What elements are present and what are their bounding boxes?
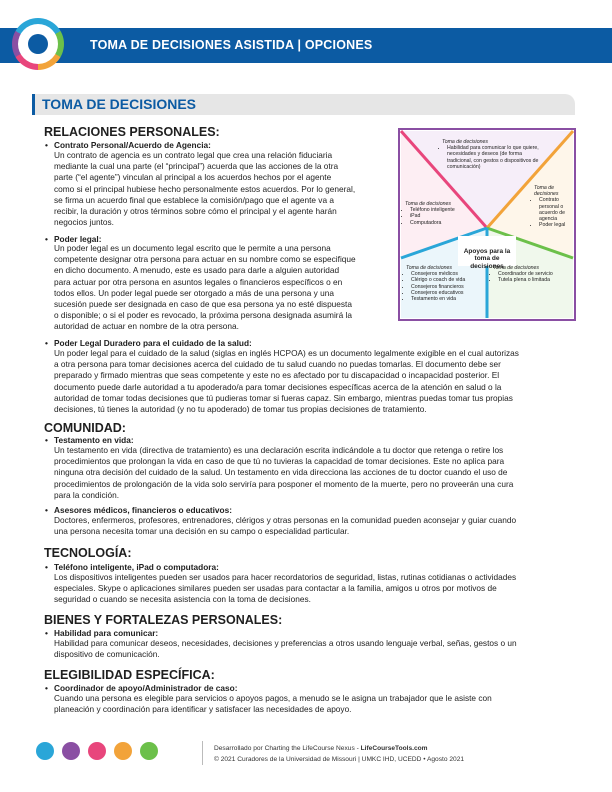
diagram-right-label — [534, 185, 574, 228]
body-line: Doctores, enfermeros, profesores, entrenadores, clérigos y otras personas en la comunidad pueden aconsejar y guiar cuando — [54, 515, 517, 525]
body-line: negocios juntos. — [54, 217, 114, 228]
body-line: Un poder legal es un documento legal escrito que le permite a una persona — [54, 243, 331, 253]
lifecourse-logo — [12, 18, 64, 70]
diagram-bottom-left-heading: Toma de decisiones — [406, 265, 452, 271]
diagram-bottom-left-item: • Consejeros médicos — [411, 271, 484, 277]
footer-copyright: © 2021 Curadores de la Universidad de Missouri | UMKC IHD, UCEDD • Agosto 2021 — [214, 756, 465, 763]
item-body-telefono — [54, 572, 516, 606]
healthy-living-icon — [88, 742, 106, 760]
logo-core — [28, 34, 48, 54]
body-line: decisiones, tú tienes la autoridad (y no tu apoderado) de tomar tus propias decisiones de tratamiento. — [54, 404, 427, 415]
body-line: a otra persona para tomar decisiones acerca del cuidado de tu salud cuando no puedas tomarlas. El documento debe ser — [54, 359, 501, 370]
body-line: como si el principal hubiese hecho personalmente estos acuerdos. Por lo general, — [54, 183, 356, 194]
item-title-testamento: • Testamento en vida: — [54, 435, 134, 445]
diagram-right-heading: Toma de decisiones — [534, 185, 559, 198]
body-line: documento puede darle autoridad a tu apoderado/a para tomar decisiones específicas acerca de la atención en salud o la — [54, 381, 502, 392]
diagram-left-list — [405, 207, 459, 226]
footer-divider — [202, 741, 203, 765]
body-line: recibir, la duración y otros términos sobre cómo el principal y el agente harán — [54, 206, 337, 217]
body-line: todos ellos. Un poder legal puede ser otorgado a más de una persona y una — [54, 287, 334, 298]
body-line: procedimientos que prolongan la vida en caso de que tú no tuvieras la capacidad de tomar decisiones. Este no aplica para — [54, 456, 505, 467]
item-body-asesores — [54, 515, 516, 537]
diagram-left-label — [405, 201, 459, 226]
body-line: se firma un acuerdo final que establece la comisión/pago que el agente va a — [54, 194, 334, 205]
community-living-icon — [62, 742, 80, 760]
body-line: Cuando una persona es elegible para servicios o apoyos pagos, a menudo se le asigna un trabajador que le asiste con — [54, 693, 492, 703]
body-line: Un poder legal para el cuidado de la salud (siglas en inglés HCPOA) es un documento legalmente exigible en el cual autorizas — [54, 348, 519, 358]
heading-elegibilidad: ELEGIBILIDAD ESPECÍFICA: — [44, 668, 215, 682]
section-title-bar — [32, 94, 575, 115]
diagram-right-item: • Contrato personal o acuerdo de agencia — [539, 197, 574, 222]
footer-link[interactable]: LifeCourseTools.com — [360, 745, 428, 752]
section-accent — [32, 94, 35, 115]
footer-credit — [214, 745, 428, 752]
diagram-left-item: • Teléfono inteligente — [410, 207, 459, 213]
body-line: especiales. Skype o aplicaciones similares pueden ser usadas para contactar a la familia, amigos u otros por motivos de — [54, 583, 497, 594]
item-body-coordinador — [54, 693, 492, 715]
diagram-top-label — [442, 139, 542, 170]
body-line: parte (“el agente”) vinculan al principal a los acuerdos hechos por el agente — [54, 172, 332, 183]
diagram-top-item: • Habilidad para comunicar lo que quiere, necesidades y deseos (de forma tradicional, con gestos o dispositivos de comunicación) — [447, 145, 542, 170]
heading-bienes: BIENES Y FORTALEZAS PERSONALES: — [44, 613, 283, 627]
body-line: Un contrato de agencia es un contrato legal que crea una relación fiduciaria — [54, 150, 333, 160]
diagram-right-item: • Poder legal — [539, 222, 574, 228]
social-spirituality-icon — [140, 742, 158, 760]
body-line: o disponible; o si el poder es revocado, la próxima persona designada asumirá la — [54, 310, 352, 321]
item-title-telefono: • Teléfono inteligente, iPad o computadora: — [54, 562, 219, 572]
body-line: para la condición. — [54, 489, 120, 500]
diagram-bottom-right-item: • Tutela plena o limitada — [498, 277, 571, 283]
item-body-hcpoa — [54, 348, 519, 415]
diagram-bottom-right-list — [493, 271, 571, 283]
header-title: TOMA DE DECISIONES ASISTIDA | OPCIONES — [90, 38, 373, 52]
decision-support-diagram — [398, 128, 576, 321]
body-line: competente designar otra persona para actuar en su nombre como se especifique — [54, 254, 356, 265]
body-line: Un testamento en vida (directiva de tratamiento) es una declaración escrita indicándole a tu doctor que retenga o retire los — [54, 445, 504, 455]
diagram-bottom-right-label — [493, 265, 571, 284]
body-line: autoridad de tomar todas decisiones que tú pudieras tomar si fueras capaz. Sin embargo, mientras puedas tomar tus propias — [54, 392, 513, 403]
item-body-testamento — [54, 445, 513, 501]
body-line: seguridad o cuando se necesita asistencia con la toma de decisiones. — [54, 594, 311, 605]
diagram-bottom-left-label — [406, 265, 484, 302]
body-line: mediante la cual una parte (el “principal”) acuerda que las acciones de la otra — [54, 161, 339, 172]
diagram-top-list — [442, 145, 542, 170]
section-title: TOMA DE DECISIONES — [42, 96, 197, 112]
item-title-hcpoa: • Poder Legal Duradero para el cuidado de la salud: — [54, 338, 252, 348]
item-title-poder-legal: • Poder legal: — [54, 234, 102, 244]
body-line: procedimientos de prolongación de la vida solo serviría para posponer el momento de la muerte, pero no proveerán una cura — [54, 478, 514, 489]
body-line: en dicho documento. A menudo, este es usado para darle a alguien autoridad — [54, 265, 340, 276]
diagram-bottom-right-item: • Coordinador de servicio — [498, 271, 571, 277]
body-line: dispositivo de comunicación. — [54, 649, 160, 660]
diagram-bottom-left-list — [406, 271, 484, 302]
item-body-comunicar — [54, 638, 517, 660]
diagram-bottom-left-item: • Testamento en vida — [411, 296, 484, 302]
diagram-top-heading: Toma de decisiones — [442, 139, 488, 145]
body-line: Habilidad para comunicar deseos, necesidades, decisiones y preferencias a otros usando lenguaje verbal, señas, gestos o un — [54, 638, 517, 648]
body-line: planeación y coordinación para identificar y satisfacer las necesidades de apoyo. — [54, 704, 352, 715]
item-body-contrato — [54, 150, 355, 228]
body-line: una persona necesita tomar una decisión en su campo o especialidad particular. — [54, 526, 350, 537]
diagram-left-item: • iPad — [410, 213, 459, 219]
diagram-right-list — [534, 197, 574, 228]
item-title-contrato: • Contrato Personal/Acuerdo de Agencia: — [54, 140, 211, 150]
diagram-bottom-left-item: • Consejeros educativos — [411, 290, 484, 296]
item-title-asesores: • Asesores médicos, financieros o educativos: — [54, 505, 232, 515]
item-body-poder-legal — [54, 243, 356, 333]
body-line: sucesión puede ser designada en caso de que esa persona ya no esté dispuesta — [54, 299, 352, 310]
heading-relaciones: RELACIONES PERSONALES: — [44, 125, 220, 139]
body-line: Los dispositivos inteligentes pueden ser usados para hacer recordatorios de seguridad, listas, rutinas cotidianas o actividades — [54, 572, 517, 582]
diagram-bottom-left-item: • Consejeros financieros — [411, 284, 484, 290]
heading-tecnologia: TECNOLOGÍA: — [44, 546, 132, 560]
heading-comunidad: COMUNIDAD: — [44, 421, 126, 435]
body-line: ninguna otra decisión del cuidado de la salud. Un testamento en vida direcciona las acciones de tu doctor cuando el uso de — [54, 467, 508, 478]
logo-inner-ring — [18, 24, 58, 64]
item-title-comunicar: • Habilidad para comunicar: — [54, 628, 158, 638]
diagram-left-heading: Toma de decisiones — [405, 201, 451, 207]
body-line: preparado y firmado mientras que seas competente y este no es afectado por tu discapacidad o incapacidad posterior. El — [54, 370, 500, 381]
diagram-bottom-left-item: • Clérigo o coach de vida — [411, 277, 484, 283]
body-line: autoridad de actuar en nombre de la otra persona. — [54, 321, 239, 332]
diagram-center-label: Apoyos para la toma de decisiones — [463, 248, 511, 270]
diagram-bottom-right-heading: Toma de decisiones — [493, 265, 539, 271]
daily-life-icon — [36, 742, 54, 760]
diagram-left-item: • Computadora — [410, 220, 459, 226]
header-bar — [0, 28, 612, 63]
body-line: para actuar por otra persona en asuntos legales o financieros específicos o en — [54, 276, 343, 287]
safety-security-icon — [114, 742, 132, 760]
footer-credit-prefix: Desarrollado por Charting the LifeCourse Nexus - — [214, 745, 361, 752]
item-title-coordinador: • Coordinador de apoyo/Administrador de caso: — [54, 683, 237, 693]
